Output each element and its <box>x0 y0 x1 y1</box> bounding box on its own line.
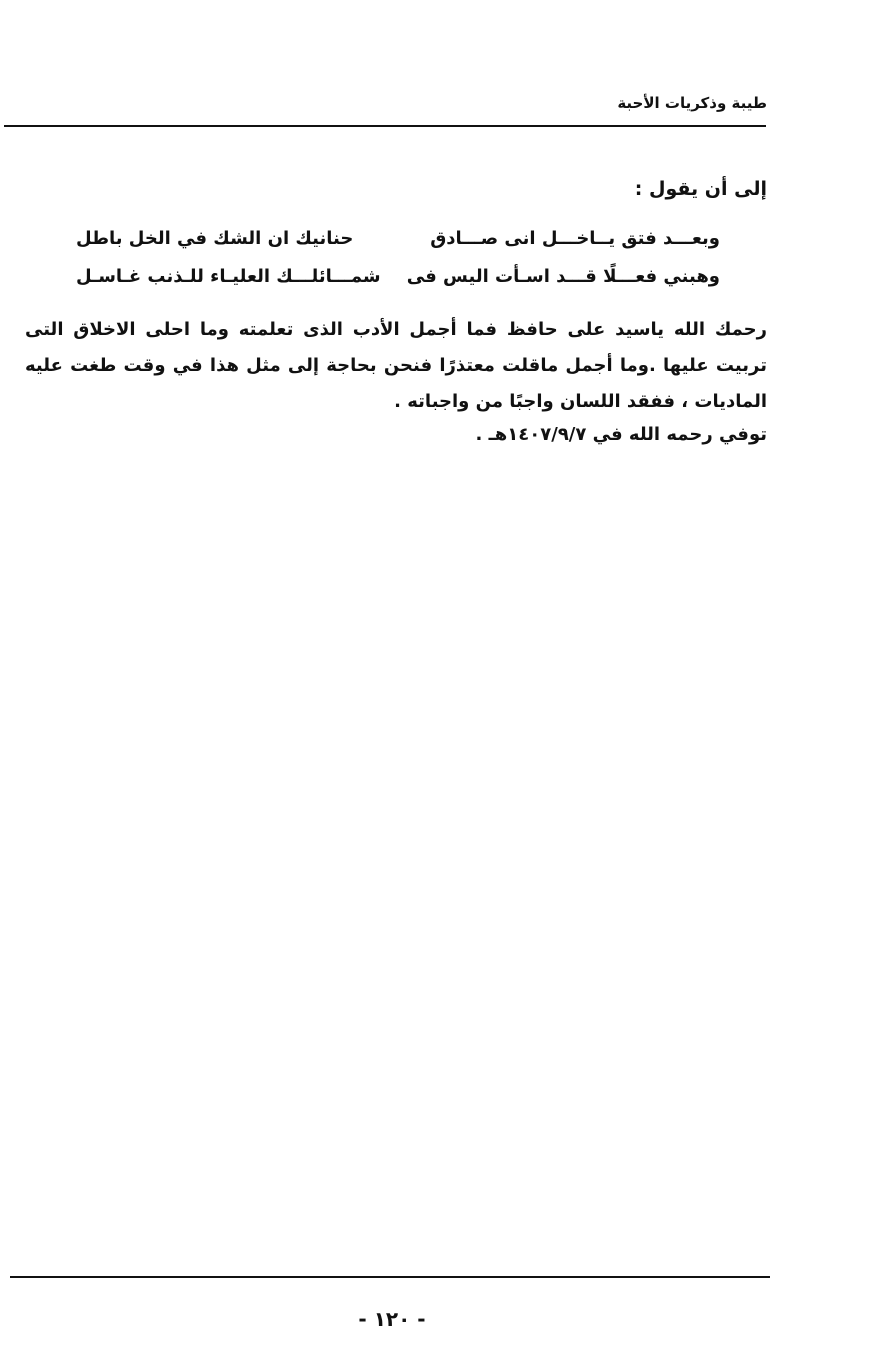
body-paragraph: رحمك الله ياسيد على حافظ فما أجمل الأدب الذى تعلمته وما احلى الاخلاق التى تربيت عليها .وما أجمل ماقلت معتذرًا فنحن بحاجة إلى مثل هذا في وقت طغت عليه الماديات ، ففقد اللسان واجبًا من واجباته . <box>25 319 767 412</box>
verse-second-hemistich: حنانيك ان الشك في الخل باطل <box>76 228 354 249</box>
verse-first-hemistich: وبعـــد فتق يــاخـــل انى صـــادق <box>430 228 720 249</box>
running-header-title: طيبة وذكريات الأحبة <box>617 94 767 112</box>
header-rule <box>4 125 766 127</box>
poem-verse <box>76 228 720 268</box>
verse-second-hemistich: شمـــائلـــك العليـاء للـذنب غـاسـل <box>76 266 381 287</box>
poem-verse <box>76 266 720 306</box>
footer-rule <box>10 1276 770 1278</box>
death-date-note: توفي رحمه الله في ١٤٠٧/٩/٧هـ . <box>475 424 767 445</box>
verse-first-hemistich: وهبني فعـــلًا قـــد اسـأت اليس فى <box>406 266 720 287</box>
intro-line: إلى أن يقول : <box>634 178 767 200</box>
page-number: - ١٢٠ - <box>358 1307 426 1331</box>
